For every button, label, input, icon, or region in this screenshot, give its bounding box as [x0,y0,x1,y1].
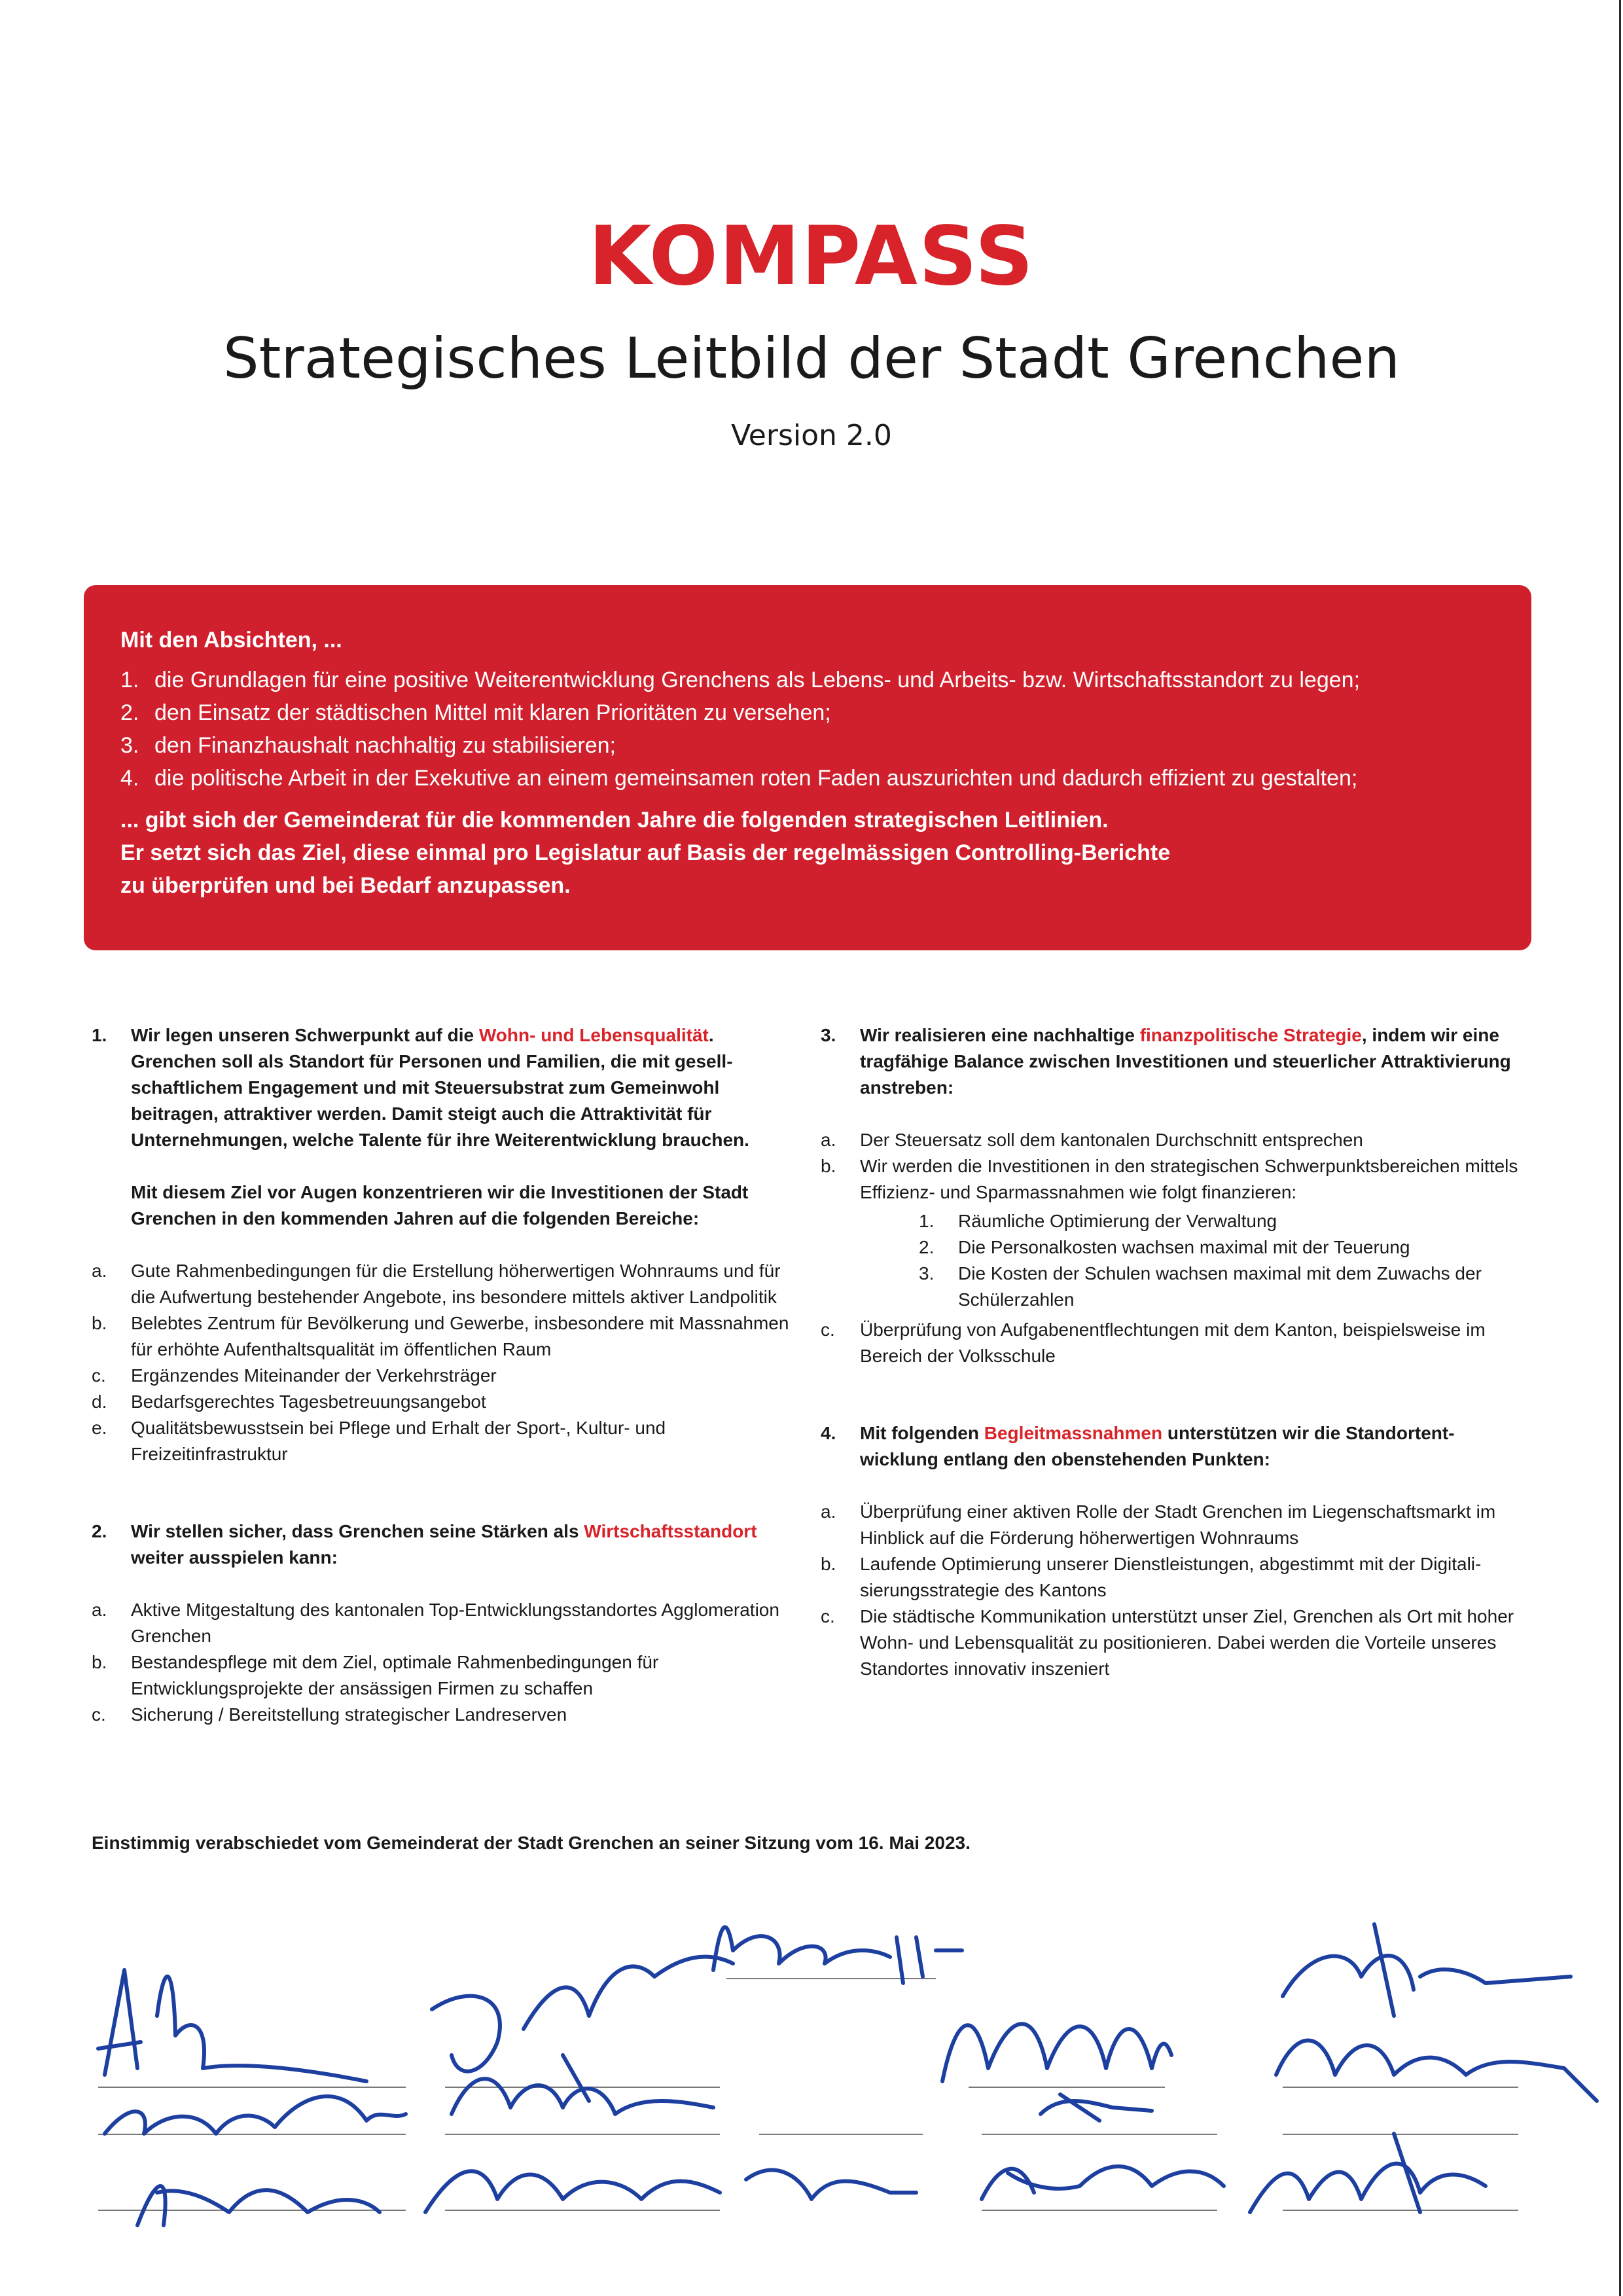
list-item [92,1415,798,1467]
heading-highlight: Begleitmassnahmen [984,1423,1163,1443]
list-text: Qualitätsbewusstsein bei Pflege und Erhalt der Sport-, Kultur- und Freizeitinfrastruktur [131,1418,666,1464]
section-number: 3. [821,1025,836,1045]
list-text: Aktive Mitgestaltung des kantonalen Top-Entwicklungsstandortes Agglomeration Grenchen [131,1600,779,1646]
sub-list [860,1208,1527,1313]
heading-highlight: Wirtschaftsstandort [584,1521,757,1541]
signature-mark [105,2096,406,2134]
heading-text: Wir realisieren eine nachhaltige [860,1025,1140,1045]
list-item [92,1389,798,1415]
list-text: Der Steuersatz soll dem kantonalen Durchschnitt entsprechen [860,1130,1363,1150]
heading-highlight: Wohn- und Lebensqualität [478,1025,709,1045]
signature-mark [1276,2041,1597,2102]
intent-item-text: den Finanzhaushalt nachhaltig zu stabilisieren; [154,733,616,758]
heading-text: . Grenchen soll als Standort für Personen und Familien, die mit gesell-schaftlichem Engagement und mit Steuersubstrat zum Gemeinwohl beitragen, attraktiver werden. Damit steigt auch die Attraktivität für Unternehmungen, welche Talente für ihre Weiterentwicklung brauchen. [131,1025,749,1150]
signature-mark [1250,2134,1486,2212]
section-1 [92,1022,798,1232]
list-item [92,1702,798,1728]
list-letter: b. [821,1156,836,1176]
section-3-list [821,1127,1527,1369]
sub-list-text: Die Personalkosten wachsen maximal mit der Teuerung [958,1237,1410,1257]
signatures-drawing [0,1885,1623,2296]
sub-list-number: 3. [919,1263,935,1283]
document-title: KOMPASS [588,209,1035,304]
list-letter: c. [821,1606,835,1626]
signature-mark [982,2166,1224,2199]
signature-mark [432,1957,733,2072]
list-letter: b. [821,1554,836,1574]
sub-list-text: Die Kosten der Schulen wachsen maximal mit dem Zuwachs der Schülerzahlen [958,1263,1482,1310]
heading-text: Wir legen unseren Schwerpunkt auf die [131,1025,479,1045]
intent-item-text: die politische Arbeit in der Exekutive an einem gemeinsamen roten Faden auszurichten und dadurch effizient zu gestalten; [154,766,1358,791]
sub-list-text: Räumliche Optimierung der Verwaltung [958,1211,1277,1231]
list-letter: a. [821,1501,836,1522]
section-heading [131,1518,798,1571]
document-subtitle: Strategisches Leitbild der Stadt Grenchen [223,326,1400,391]
signature-mark [137,2186,380,2225]
document-version: Version 2.0 [731,419,892,452]
list-text: Bestandespflege mit dem Ziel, optimale Rahmenbedingungen für Entwicklungsprojekte der ansässigen Firmen zu schaffen [131,1652,659,1698]
sub-list-item [860,1208,1527,1234]
list-letter: c. [821,1319,835,1340]
sub-list-number: 1. [919,1211,935,1231]
signature-mark [713,1927,962,1983]
section-heading [131,1022,798,1153]
signature-mark [1283,1924,1571,2016]
section-3 [821,1022,1527,1101]
intent-list [120,664,1495,795]
list-letter: a. [92,1600,107,1620]
list-item [821,1317,1527,1369]
signature-mark [1041,2094,1152,2121]
section-number: 1. [92,1025,107,1045]
heading-text: , indem wir eine tragfähige Balance zwischen Investitionen und steuerlicher Attraktivierung anstreben: [860,1025,1511,1098]
section-heading [860,1022,1527,1101]
list-letter: c. [92,1704,106,1725]
intent-box [84,585,1531,950]
right-column [821,1022,1527,1682]
signature-mark [452,2055,713,2114]
heading-text: Wir stellen sicher, dass Grenchen seine Stärken als [131,1521,584,1541]
list-text: Wir werden die Investitionen in den strategischen Schwerpunktsbereichen mittels Effizienz- und Sparmassnahmen wie folgt finanzieren: [860,1156,1518,1202]
list-text: Gute Rahmenbedingungen für die Erstellung höherwertigen Wohnraums und für die Aufwertung bestehender Angebote, ins besondere mittels aktiver Landpolitik [131,1261,781,1307]
intent-item-number: 3. [120,733,139,758]
list-text: Die städtische Kommunikation unterstützt unser Ziel, Grenchen als Ort mit hoher Wohn- und Lebensqualität zu positionieren. Dabei werden die Vorteile unseres Standortes innovativ inszeniert [860,1606,1514,1679]
section-heading [860,1420,1527,1473]
sub-list-item [860,1234,1527,1261]
intent-item [120,729,1495,762]
heading-highlight: finanzpolitische Strategie [1139,1025,1362,1045]
section-number: 4. [821,1423,836,1443]
section-2-list [92,1597,798,1728]
section-4-list [821,1499,1527,1682]
list-item [821,1551,1527,1604]
list-item [821,1604,1527,1682]
intent-item-number: 4. [120,766,139,791]
list-item [92,1597,798,1649]
intent-heading: Mit den Absichten, ... [120,628,342,653]
intent-closing-line: ... gibt sich der Gemeinderat für die kommenden Jahre die folgenden strategischen Leitlinien. [120,808,1109,833]
list-item [821,1153,1527,1313]
list-letter: c. [92,1365,106,1386]
list-letter: d. [92,1391,107,1412]
heading-text: weiter ausspielen kann: [131,1547,338,1568]
list-item [92,1649,798,1702]
heading-text: Mit folgenden [860,1423,984,1443]
intent-item-text: die Grundlagen für eine positive Weiterentwicklung Grenchens als Lebens- und Arbeits- bzw. Wirtschaftsstandort zu legen; [154,668,1361,692]
list-text: Überprüfung einer aktiven Rolle der Stadt Grenchen im Liegenschaftsmarkt im Hinblick auf die Förderung höherwertigen Wohnraums [860,1501,1496,1548]
intent-closing-line: zu überprüfen und bei Bedarf anzupassen. [120,873,571,898]
list-item [821,1127,1527,1153]
list-item [92,1310,798,1363]
list-item [92,1363,798,1389]
list-item [821,1499,1527,1551]
section-subheading: Mit diesem Ziel vor Augen konzentrieren wir die Investitionen der Stadt Grenchen in den kommenden Jahren auf die folgenden Bereiche: [131,1182,749,1229]
section-1-list [92,1258,798,1467]
intent-item [120,664,1495,696]
list-text: Bedarfsgerechtes Tagesbetreuungsangebot [131,1391,486,1412]
signature-block [0,1885,1623,2296]
approval-note: Einstimmig verabschiedet vom Gemeinderat der Stadt Grenchen an seiner Sitzung vom 16. Mai 2023. [92,1833,971,1853]
signature-mark [98,1970,366,2081]
intent-closing-line: Er setzt sich das Ziel, diese einmal pro Legislatur auf Basis der regelmässigen Controlling-Berichte [120,840,1171,865]
section-number: 2. [92,1521,107,1541]
intent-item-number: 1. [120,668,139,692]
list-text: Überprüfung von Aufgabenentflechtungen mit dem Kanton, beispielsweise im Bereich der Volksschule [860,1319,1486,1366]
list-letter: a. [821,1130,836,1150]
list-text: Belebtes Zentrum für Bevölkerung und Gewerbe, insbesondere mit Massnahmen für erhöhte Aufenthaltsqualität im öffentlichen Raum [131,1313,789,1359]
list-letter: b. [92,1652,107,1672]
left-column [92,1022,798,1728]
intent-item [120,762,1495,795]
signature-mark [425,2170,916,2212]
list-letter: b. [92,1313,107,1333]
sub-list-item [860,1261,1527,1313]
intent-item-number: 2. [120,700,139,725]
list-letter: a. [92,1261,107,1281]
list-item [92,1258,798,1310]
list-letter: e. [92,1418,107,1438]
heading-text: unterstützen wir die Standortent-wicklung entlang den obenstehenden Punkten: [860,1423,1455,1469]
list-text: Sicherung / Bereitstellung strategischer Landreserven [131,1704,567,1725]
list-text: Ergänzendes Miteinander der Verkehrsträger [131,1365,497,1386]
section-2 [92,1518,798,1571]
list-text: Laufende Optimierung unserer Dienstleistungen, abgestimmt mit der Digitali-sierungsstrategie des Kantons [860,1554,1482,1600]
intent-closing [120,804,1495,902]
section-4 [821,1420,1527,1473]
intent-item [120,696,1495,729]
signature-mark [942,2024,1171,2081]
sub-list-number: 2. [919,1237,935,1257]
intent-item-text: den Einsatz der städtischen Mittel mit klaren Prioritäten zu versehen; [154,700,831,725]
